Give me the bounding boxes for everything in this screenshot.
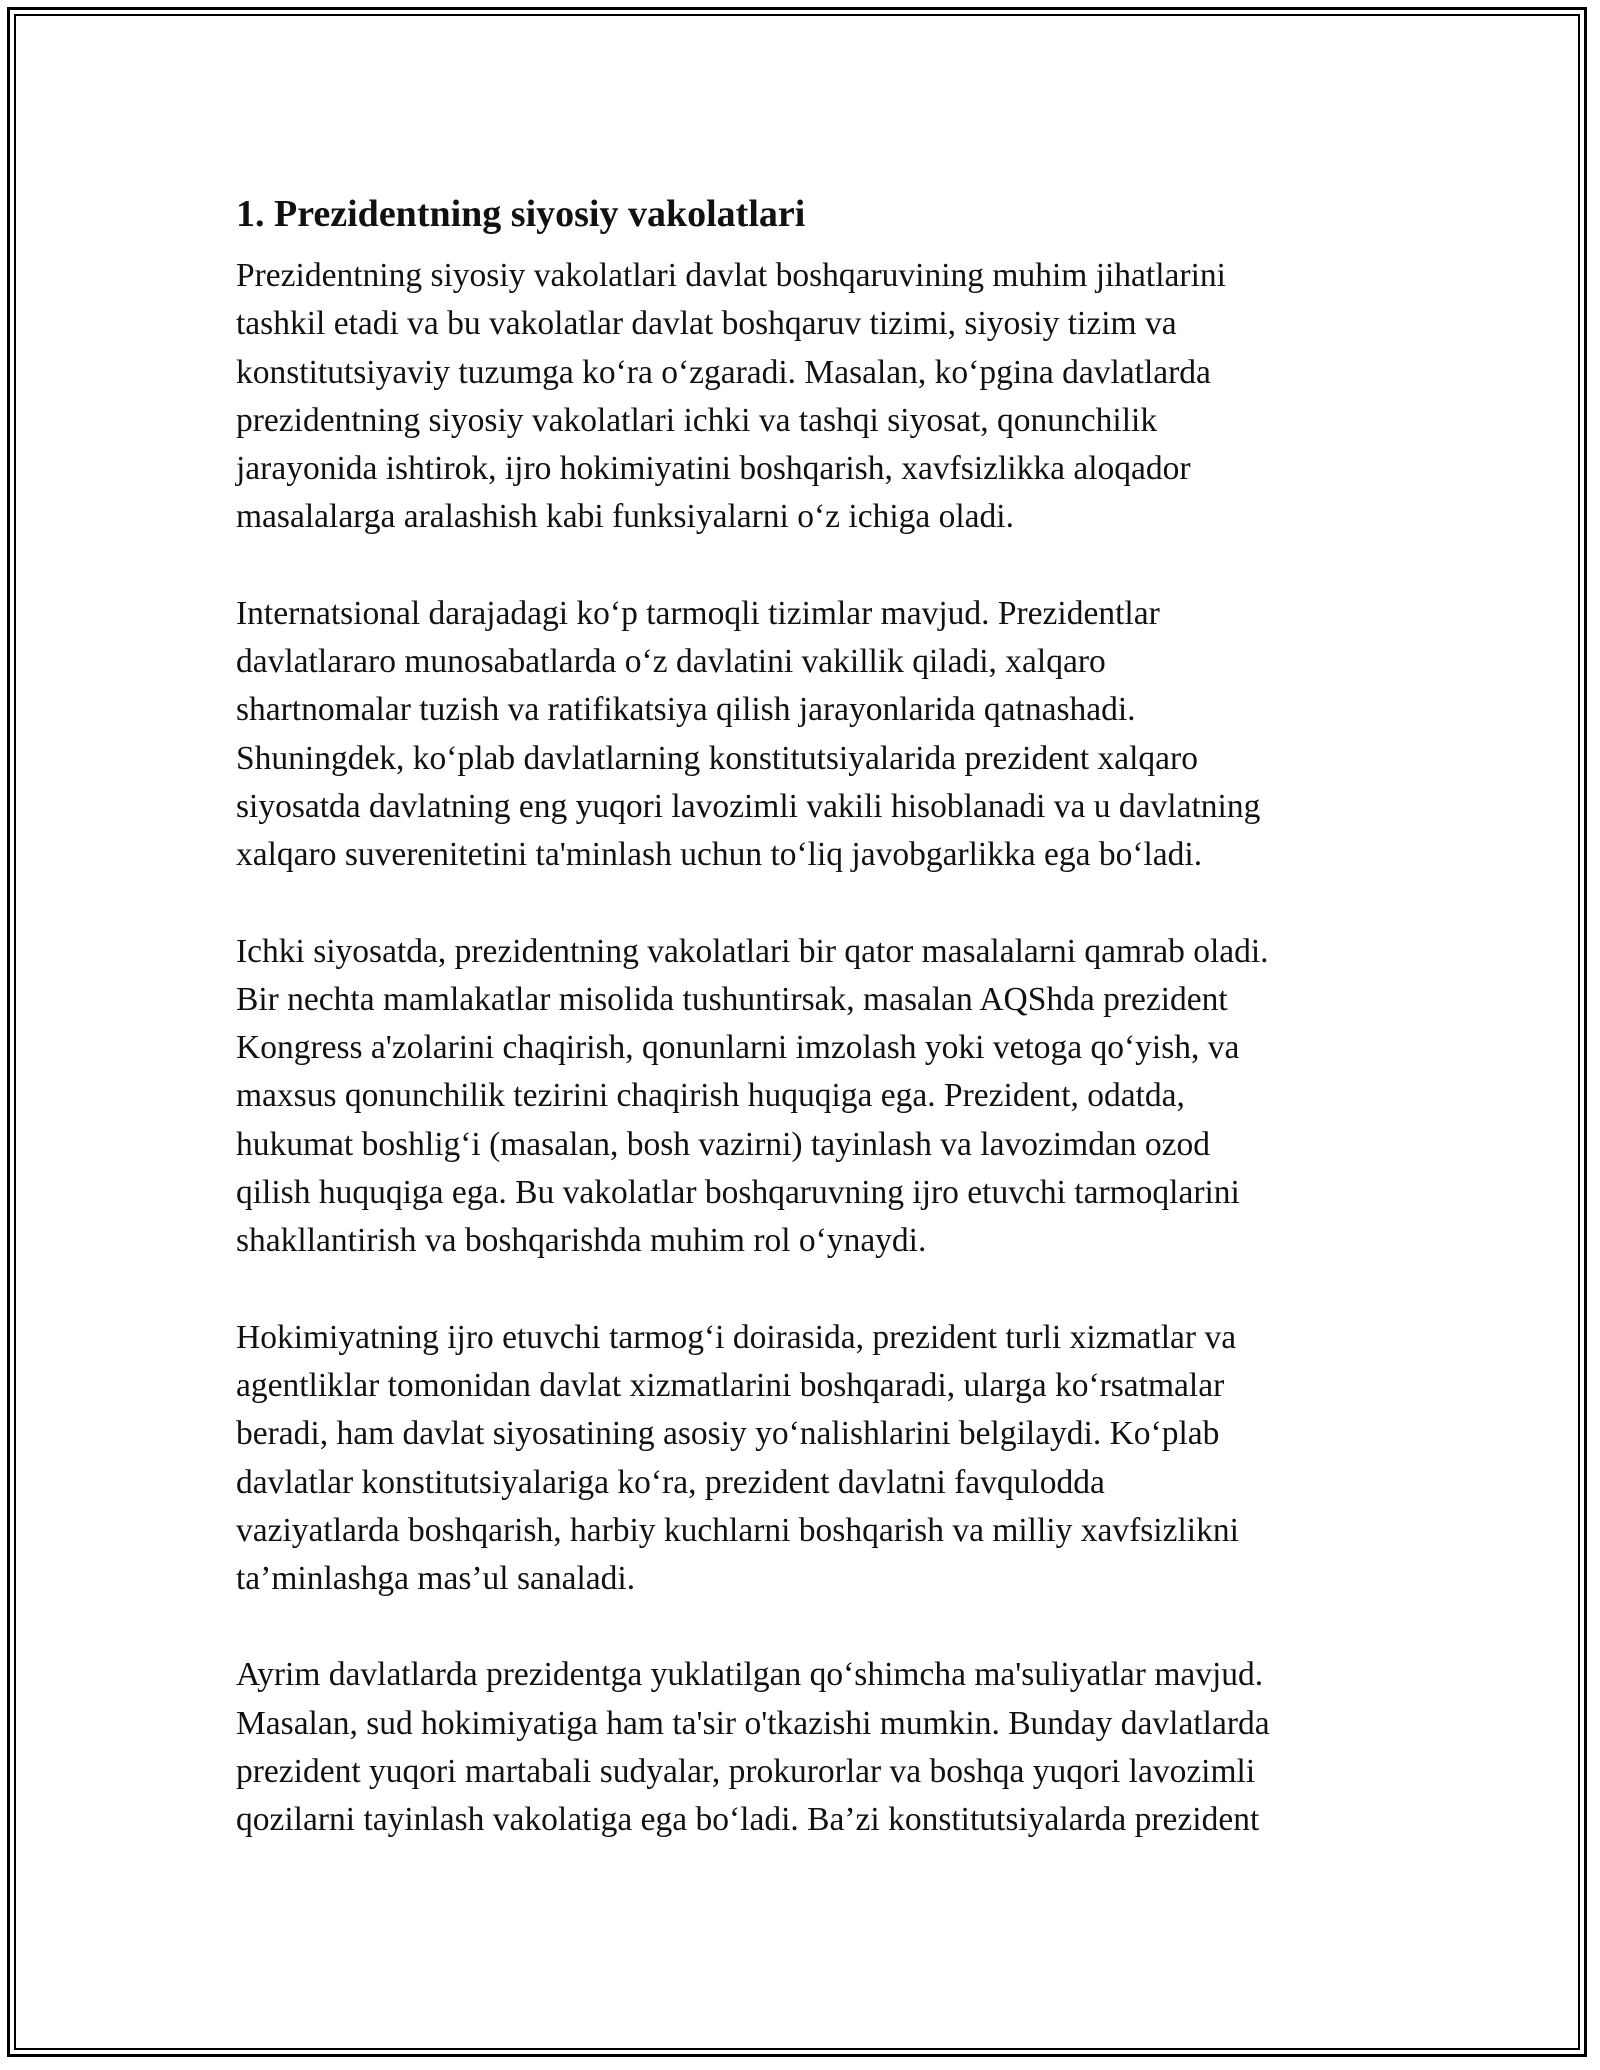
document-body	[236, 184, 1386, 1893]
paragraph-2: Internatsional darajadagi ko‘p tarmoqli tizimlar mavjud. Prezidentlar davlatlararo munosabatlarda o‘z davlatini vakillik qiladi, xalqaro shartnomalar tuzish va ratifikatsiya qilish jarayonlarida qatnashadi. Shuningdek, ko‘plab davlatlarning konstitutsiyalarida prezident xalqaro siyosatda davlatning eng yuqori lavozimli vakili hisoblanadi va u davlatning xalqaro suverenitetini ta'minlash uchun to‘liq javobgarlikka ega bo‘ladi.	[236, 594, 1261, 874]
paragraph-5: Ayrim davlatlarda prezidentga yuklatilgan qo‘shimcha ma'suliyatlar mavjud. Masalan, sud hokimiyatiga ham ta'sir o'tkazishi mumkin. Bunday davlatlarda prezident yuqori martabali sudyalar, prokurorlar va boshqa yuqori lavozimli qozilarni tayinlash vakolatiga ega bo‘ladi. Ba’zi konstitutsiyalarda prezident	[236, 1656, 1270, 1839]
paragraph-3: Ichki siyosatda, prezidentning vakolatlari bir qator masalalarni qamrab oladi. Bir nechta mamlakatlar misolida tushuntirsak, masalan AQShda prezident Kongress a'zolarini chaqirish, qonunlarni imzolash yoki vetoga qo‘yish, va maxsus qonunchilik tezirini chaqirish huquqiga ega. Prezident, odatda, hukumat boshlig‘i (masalan, bosh vazirni) tayinlash va lavozimdan ozod qilish huquqiga ega. Bu vakolatlar boshqaruvning ijro etuvchi tarmoqlarini shakllantirish va boshqarishda muhim rol o‘ynaydi.	[236, 932, 1269, 1260]
paragraph-1: Prezidentning siyosiy vakolatlari davlat boshqaruvining muhim jihatlarini tashkil etadi va bu vakolatlar davlat boshqaruv tizimi, siyosiy tizim va konstitutsiyaviy tuzumga ko‘ra o‘zgaradi. Masalan, ko‘pgina davlatlarda prezidentning siyosiy vakolatlari ichki va tashqi siyosat, qonunchilik jarayonida ishtirok, ijro hokimiyatini boshqarish, xavfsizlikka aloqador masalalarga aralashish kabi funksiyalarni o‘z ichiga oladi.	[236, 257, 1226, 536]
paragraph-4: Hokimiyatning ijro etuvchi tarmog‘i doirasida, prezident turli xizmatlar va agentliklar tomonidan davlat xizmatlarini boshqaradi, ularga ko‘rsatmalar beradi, ham davlat siyosatining asosiy yo‘nalishlarini belgilaydi. Ko‘plab davlatlar konstitutsiyalariga ko‘ra, prezident davlatni favqulodda vaziyatlarda boshqarish, harbiy kuchlarni boshqarish va milliy xavfsizlikni ta’minlashga mas’ul sanaladi.	[236, 1318, 1239, 1598]
section-heading: 1. Prezidentning siyosiy vakolatlari	[236, 193, 806, 235]
